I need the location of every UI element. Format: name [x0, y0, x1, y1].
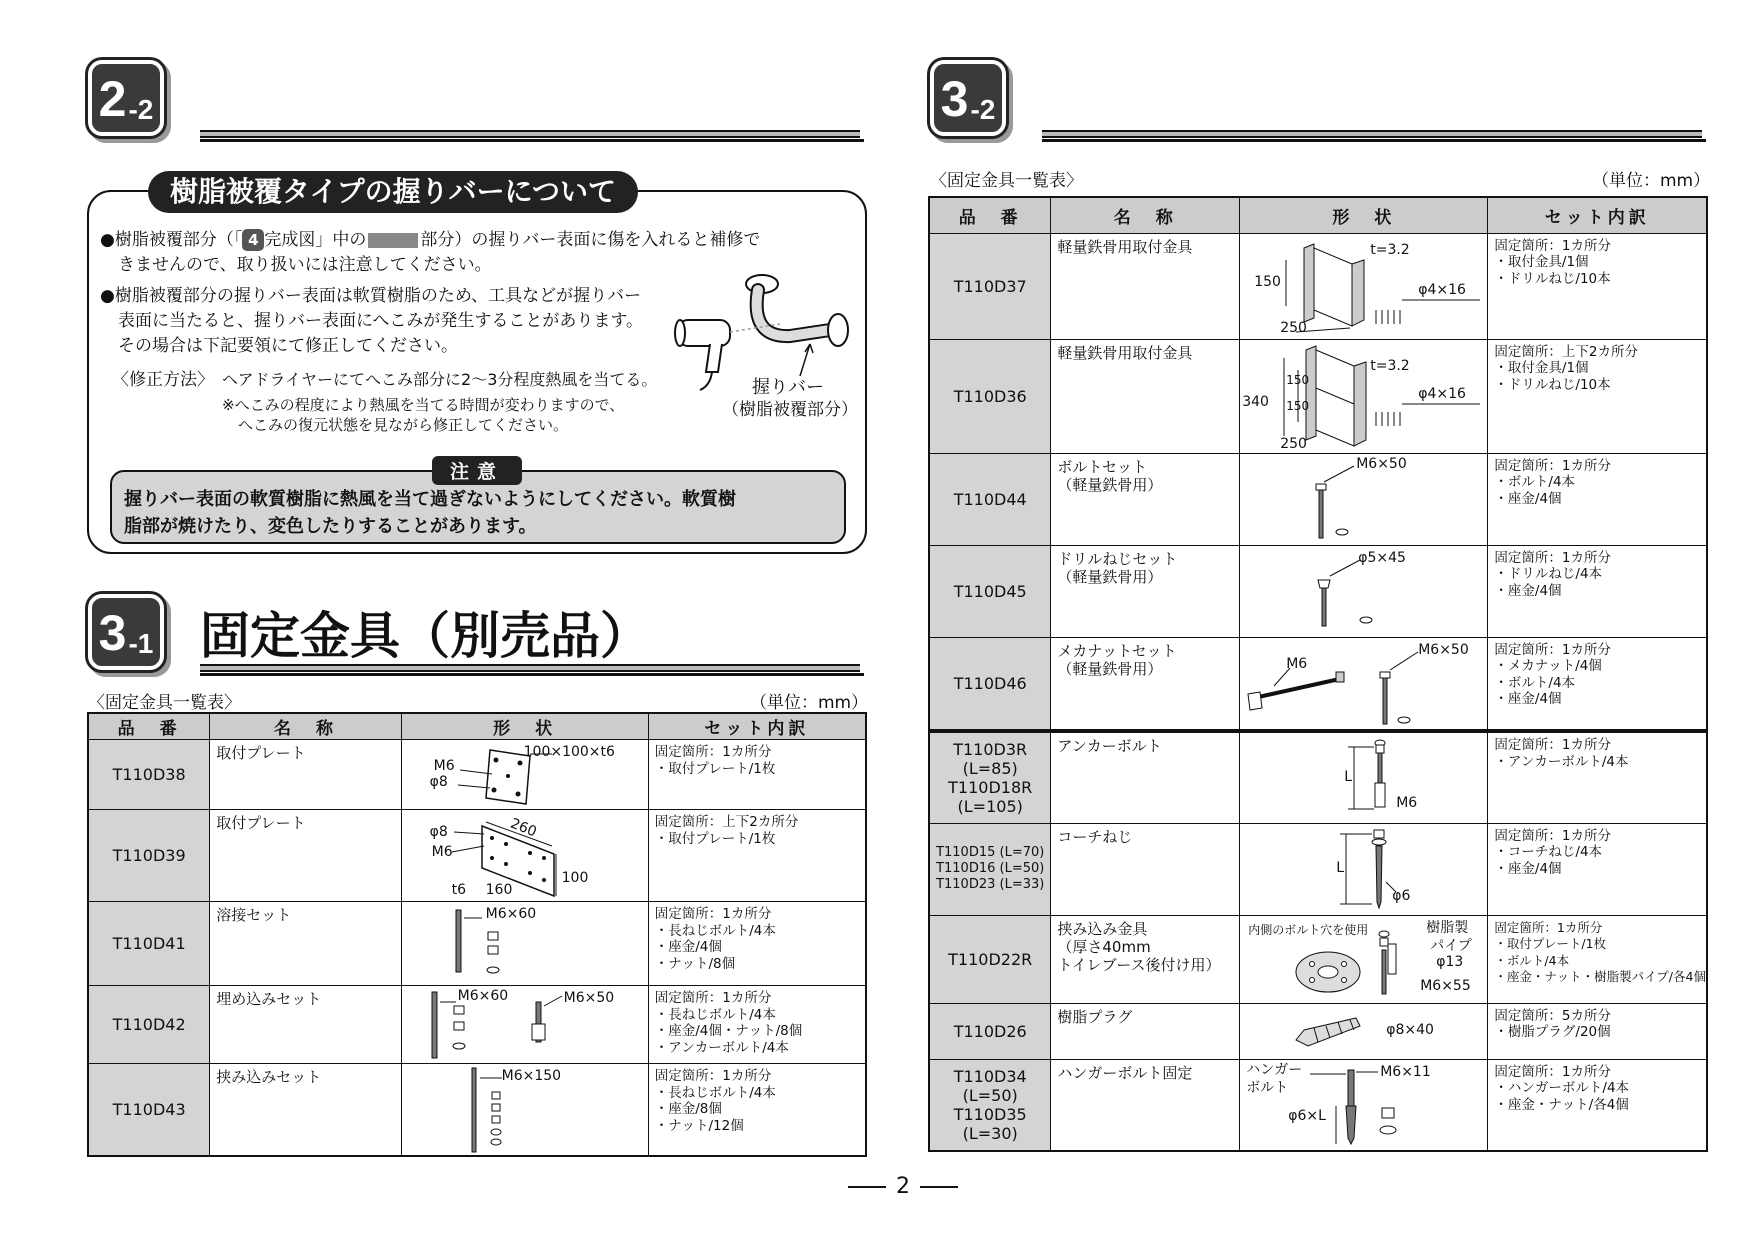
part-set-contents: 固定箇所：1カ所分 ・取付金具/1個 ・ドリルねじ/10本	[1488, 233, 1707, 339]
part-code: T110D37	[929, 233, 1051, 339]
part-code: T110D42	[88, 986, 210, 1064]
part-shape: ハンガー ボルト M6×11 φ6×L	[1240, 1059, 1488, 1151]
table-row	[929, 1059, 1707, 1151]
part-code: T110D45	[929, 545, 1051, 637]
section-3-1-title: 固定金具（別売品）	[200, 608, 650, 664]
section-badge-3-1: 3 -1	[88, 594, 164, 670]
part-set-contents: 固定箇所：1カ所分 ・ボルト/4本 ・座金/4個	[1488, 453, 1707, 545]
part-shape: M6×150	[401, 1064, 648, 1156]
part-code: T110D46	[929, 637, 1051, 731]
part-set-contents: 固定箇所：1カ所分 ・コーチねじ/4本 ・座金/4個	[1488, 823, 1707, 915]
part-set-contents: 固定箇所：1カ所分 ・メカナット/4個 ・ボルト/4本 ・座金/4個	[1488, 637, 1707, 731]
part-set-contents: 固定箇所：5カ所分 ・樹脂プラグ/20個	[1488, 1003, 1707, 1059]
right-unit-label: （単位：mm）	[1592, 171, 1711, 191]
table-header-row: 品 番 名 称 形 状 セット内訳	[929, 197, 1707, 233]
right-parts-table	[928, 196, 1708, 1152]
part-set-contents: 固定箇所：1カ所分 ・ハンガーボルト/4本 ・座金・ナット/各4個	[1488, 1059, 1707, 1151]
resin-section-title: 樹脂被覆タイプの握りバーについて	[148, 171, 638, 213]
caution-line-2: 脂部が焼けたり、変色したりすることがあります。	[124, 516, 537, 537]
table-row	[88, 810, 866, 902]
left-list-title: 〈固定金具一覧表〉	[88, 693, 241, 713]
part-code: T110D36	[929, 339, 1051, 453]
resin-part-swatch	[368, 233, 418, 248]
part-set-contents: 固定箇所：1カ所分 ・取付プレート/1枚 ・ボルト/4本 ・座金・ナット・樹脂製パイプ/各4個	[1488, 915, 1707, 1003]
part-name: 溶接セット	[210, 902, 401, 986]
part-set-contents: 固定箇所：1カ所分 ・長ねじボルト/4本 ・座金/4個 ・ナット/8個	[648, 902, 866, 986]
caution-tag: 注意	[432, 456, 522, 485]
table-row	[929, 233, 1707, 339]
section-badge-3-2: 3 -2	[930, 60, 1006, 136]
grab-bar-label: 握りバー	[752, 377, 824, 398]
part-name: 樹脂プラグ	[1051, 1003, 1240, 1059]
table-row	[88, 740, 866, 810]
part-name: 挟み込み金具 （厚さ40mm トイレブース後付け用）	[1051, 915, 1240, 1003]
step-number-badge: 4	[242, 229, 264, 251]
part-code: T110D43	[88, 1064, 210, 1156]
resin-paragraph-2-line2: 表面に当たると、握りバー表面にへこみが発生することがあります。	[118, 311, 643, 331]
part-shape: 100×100×t6 M6 φ8	[401, 740, 648, 810]
table-row	[929, 453, 1707, 545]
table-row	[88, 986, 866, 1064]
resin-paragraph-2-line3: その場合は下記要領にて修正してください。	[118, 336, 458, 356]
table-row	[929, 1003, 1707, 1059]
resin-paragraph-2-line1: ●樹脂被覆部分の握りバー表面は軟質樹脂のため、工具などが握りバー	[100, 286, 642, 306]
part-set-contents: 固定箇所：上下2カ所分 ・取付金具/1個 ・ドリルねじ/10本	[1488, 339, 1707, 453]
part-set-contents: 固定箇所：1カ所分 ・長ねじボルト/4本 ・座金/8個 ・ナット/12個	[648, 1064, 866, 1156]
table-row	[929, 339, 1707, 453]
part-name: メカナットセット （軽量鉄骨用）	[1051, 637, 1240, 731]
part-shape: M6×60 M6×50	[401, 986, 648, 1064]
part-set-contents: 固定箇所：1カ所分 ・長ねじボルト/4本 ・座金/4個・ナット/8個 ・アンカーボルト/4本	[648, 986, 866, 1064]
resin-paragraph-1-line2: きませんので、取り扱いには注意してください。	[118, 255, 492, 275]
grab-bar-resin-label: （樹脂被覆部分）	[722, 400, 858, 420]
part-shape: L M6	[1240, 731, 1488, 823]
part-set-contents: 固定箇所：1カ所分 ・取付プレート/1枚	[648, 740, 866, 810]
table-row	[929, 545, 1707, 637]
right-list-title: 〈固定金具一覧表〉	[930, 171, 1083, 191]
part-shape: 内側のボルト穴を使用 樹脂製 パイプ φ13 M6×55	[1240, 915, 1488, 1003]
part-code: T110D38	[88, 740, 210, 810]
resin-paragraph-1: ●樹脂被覆部分（「 4 完成図」中の 部分）の握りバー表面に傷を入れると補修で	[100, 230, 761, 250]
part-set-contents: 固定箇所：1カ所分 ・ドリルねじ/4本 ・座金/4個	[1488, 545, 1707, 637]
part-name: ハンガーボルト固定	[1051, 1059, 1240, 1151]
part-code: T110D15 (L=70) T110D16 (L=50) T110D23 (L=33)	[929, 823, 1051, 915]
part-name: 取付プレート	[210, 740, 401, 810]
part-shape: φ8×40	[1240, 1003, 1488, 1059]
part-code: T110D3R (L=85) T110D18R (L=105)	[929, 731, 1051, 823]
table-row	[929, 915, 1707, 1003]
part-shape: t=3.2 150 340 150 φ4×16 250	[1240, 339, 1488, 453]
part-name: 挟み込みセット	[210, 1064, 401, 1156]
table-row	[88, 1064, 866, 1156]
part-code: T110D34 (L=50) T110D35 (L=30)	[929, 1059, 1051, 1151]
part-code: T110D22R	[929, 915, 1051, 1003]
caution-line-1: 握りバー表面の軟質樹脂に熱風を当て過ぎないようにしてください。軟質樹	[124, 489, 736, 510]
fix-method-note-1: ※へこみの程度により熱風を当てる時間が変わりますので、	[222, 396, 625, 414]
part-name: 軽量鉄骨用取付金具	[1051, 233, 1240, 339]
part-shape: M6×50	[1240, 453, 1488, 545]
left-unit-label: （単位：mm）	[750, 693, 869, 713]
part-shape: φ5×45	[1240, 545, 1488, 637]
part-name: ドリルねじセット （軽量鉄骨用）	[1051, 545, 1240, 637]
section-badge-2-2: 2 -2	[88, 60, 164, 136]
table-row	[88, 902, 866, 986]
part-set-contents: 固定箇所：1カ所分 ・アンカーボルト/4本	[1488, 731, 1707, 823]
part-shape: M6×60	[401, 902, 648, 986]
part-code: T110D41	[88, 902, 210, 986]
part-name: アンカーボルト	[1051, 731, 1240, 823]
table-header-row: 品 番 名 称 形 状 セット内訳	[88, 713, 866, 740]
fix-method-text: ヘアドライヤーにてへこみ部分に2〜3分程度熱風を当てる。	[222, 370, 658, 389]
part-code: T110D44	[929, 453, 1051, 545]
section-rule	[1042, 130, 1702, 138]
fix-method-label: 〈修正方法〉	[112, 370, 214, 390]
part-name: コーチねじ	[1051, 823, 1240, 915]
fix-method-note-2: へこみの復元状態を見ながら修正してください。	[238, 416, 569, 434]
section-rule	[200, 664, 860, 672]
table-row	[929, 731, 1707, 823]
part-name: 埋め込みセット	[210, 986, 401, 1064]
part-name: 軽量鉄骨用取付金具	[1051, 339, 1240, 453]
table-row	[929, 823, 1707, 915]
part-shape: φ8 M6 260 100 t6 160	[401, 810, 648, 902]
part-name: 取付プレート	[210, 810, 401, 902]
part-shape: t=3.2 150 φ4×16 250	[1240, 233, 1488, 339]
part-code: T110D39	[88, 810, 210, 902]
part-code: T110D26	[929, 1003, 1051, 1059]
table-row	[929, 637, 1707, 731]
section-rule	[200, 130, 860, 138]
part-shape: M6 M6×50	[1240, 637, 1488, 731]
part-name: ボルトセット （軽量鉄骨用）	[1051, 453, 1240, 545]
part-shape: L φ6	[1240, 823, 1488, 915]
page-number: 2	[848, 1174, 958, 1200]
part-set-contents: 固定箇所：上下2カ所分 ・取付プレート/1枚	[648, 810, 866, 902]
left-parts-table	[87, 712, 867, 1157]
